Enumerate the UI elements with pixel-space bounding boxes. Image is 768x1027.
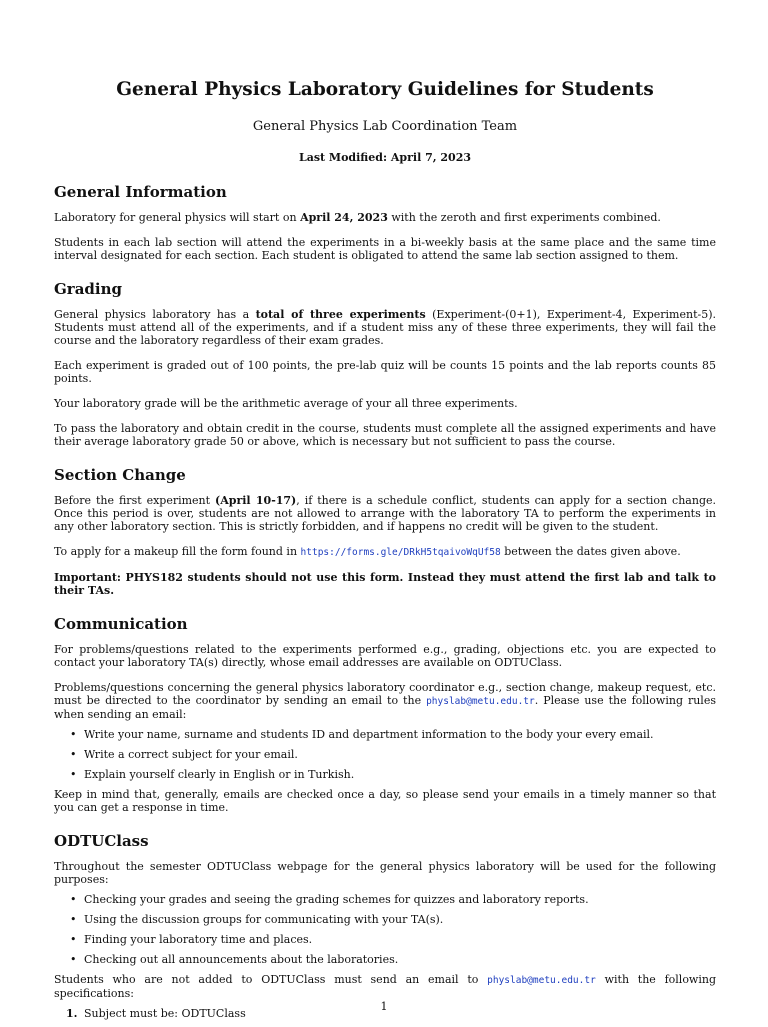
communication-paragraph-2: Problems/questions concerning the general physics laboratory coordinator e.g., section change, makeup request, etc. must be directed to the coordinator by sending an email to the physlab@metu.edu.tr. Please use the following rules when sending an email:: [54, 681, 716, 721]
section-heading-general-information: General Information: [54, 183, 227, 201]
grading-paragraph-2: Each experiment is graded out of 100 points, the pre-lab quiz will be counts 15 points and the lab reports counts 85 points.: [54, 359, 716, 385]
section-heading-section-change: Section Change: [54, 466, 186, 484]
list-item: • Write a correct subject for your email.: [84, 748, 716, 761]
list-item: • Write your name, surname and students ID and department information to the body your every email.: [84, 728, 716, 741]
list-item: • Finding your laboratory time and places.: [84, 933, 716, 946]
section-change-paragraph-1: Before the first experiment (April 10-17), if there is a schedule conflict, students can apply for a section change. Once this period is over, students are not allowed to arrange with the laboratory TA to perform the experiments in any other laboratory section. This is strictly forbidden, and if happens no credit will be given to the student.: [54, 494, 716, 533]
makeup-form-link[interactable]: https://forms.gle/DRkH5tqaivoWqUf58: [300, 547, 501, 558]
list-item: • Checking out all announcements about the laboratories.: [84, 953, 716, 966]
section-heading-communication: Communication: [54, 615, 188, 633]
email-rules-list: [54, 728, 716, 781]
list-item: 1. Subject must be: ODTUClass: [66, 1007, 246, 1020]
coordinator-email-link[interactable]: physlab@metu.edu.tr: [426, 696, 535, 707]
document-author: General Physics Lab Coordination Team: [252, 119, 518, 134]
communication-paragraph-3: Keep in mind that, generally, emails are checked once a day, so please send your emails in a timely manner so that you can get a response in time.: [54, 788, 716, 814]
communication-paragraph-1: For problems/questions related to the experiments performed e.g., grading, objections etc. you are expected to contact your laboratory TA(s) directly, whose email addresses are available on ODTUClass.: [54, 643, 716, 669]
section-heading-odtuclass: ODTUClass: [54, 832, 149, 850]
grading-paragraph-1: General physics laboratory has a total of three experiments (Experiment-(0+1), Experiment-4, Experiment-5). Students must attend all of the experiments, and if a student miss any of these three experiments, they will fail the course and the laboratory regardless of their exam grades.: [54, 308, 716, 347]
section-change-paragraph-2: To apply for a makeup fill the form found in https://forms.gle/DRkH5tqaivoWqUf58 between the dates given above.: [54, 545, 681, 558]
odtuclass-paragraph-2: Students who are not added to ODTUClass must send an email to physlab@metu.edu.tr with the following specifications:: [54, 973, 716, 1000]
important-note: Important: PHYS182 students should not use this form. Instead they must attend the first lab and talk to their TAs.: [54, 571, 716, 597]
page-number: 1: [380, 1000, 388, 1013]
grading-paragraph-3: Your laboratory grade will be the arithmetic average of your all three experiments.: [54, 397, 518, 410]
odtuclass-paragraph-1: Throughout the semester ODTUClass webpage for the general physics laboratory will be used for the following purposes:: [54, 860, 716, 886]
list-item: • Checking your grades and seeing the grading schemes for quizzes and laboratory reports.: [84, 893, 716, 906]
grading-paragraph-4: To pass the laboratory and obtain credit in the course, students must complete all the assigned experiments and have their average laboratory grade 50 or above, which is necessary but not sufficient to pass the course.: [54, 422, 716, 448]
list-item: • Explain yourself clearly in English or in Turkish.: [84, 768, 716, 781]
odtuclass-purposes-list: [54, 893, 716, 966]
general-info-paragraph-2: Students in each lab section will attend the experiments in a bi-weekly basis at the same place and the same time interval designated for each section. Each student is obligated to attend the same lab section assigned to them.: [54, 236, 716, 262]
odtuclass-email-link[interactable]: physlab@metu.edu.tr: [487, 975, 596, 986]
document-page: [54, 78, 716, 1027]
list-item: • Using the discussion groups for communicating with your TA(s).: [84, 913, 716, 926]
last-modified-date: Last Modified: April 7, 2023: [298, 151, 472, 164]
document-title: General Physics Laboratory Guidelines for Students: [116, 79, 654, 100]
section-heading-grading: Grading: [54, 280, 123, 298]
general-info-paragraph-1: Laboratory for general physics will start on April 24, 2023 with the zeroth and first experiments combined.: [54, 211, 661, 224]
